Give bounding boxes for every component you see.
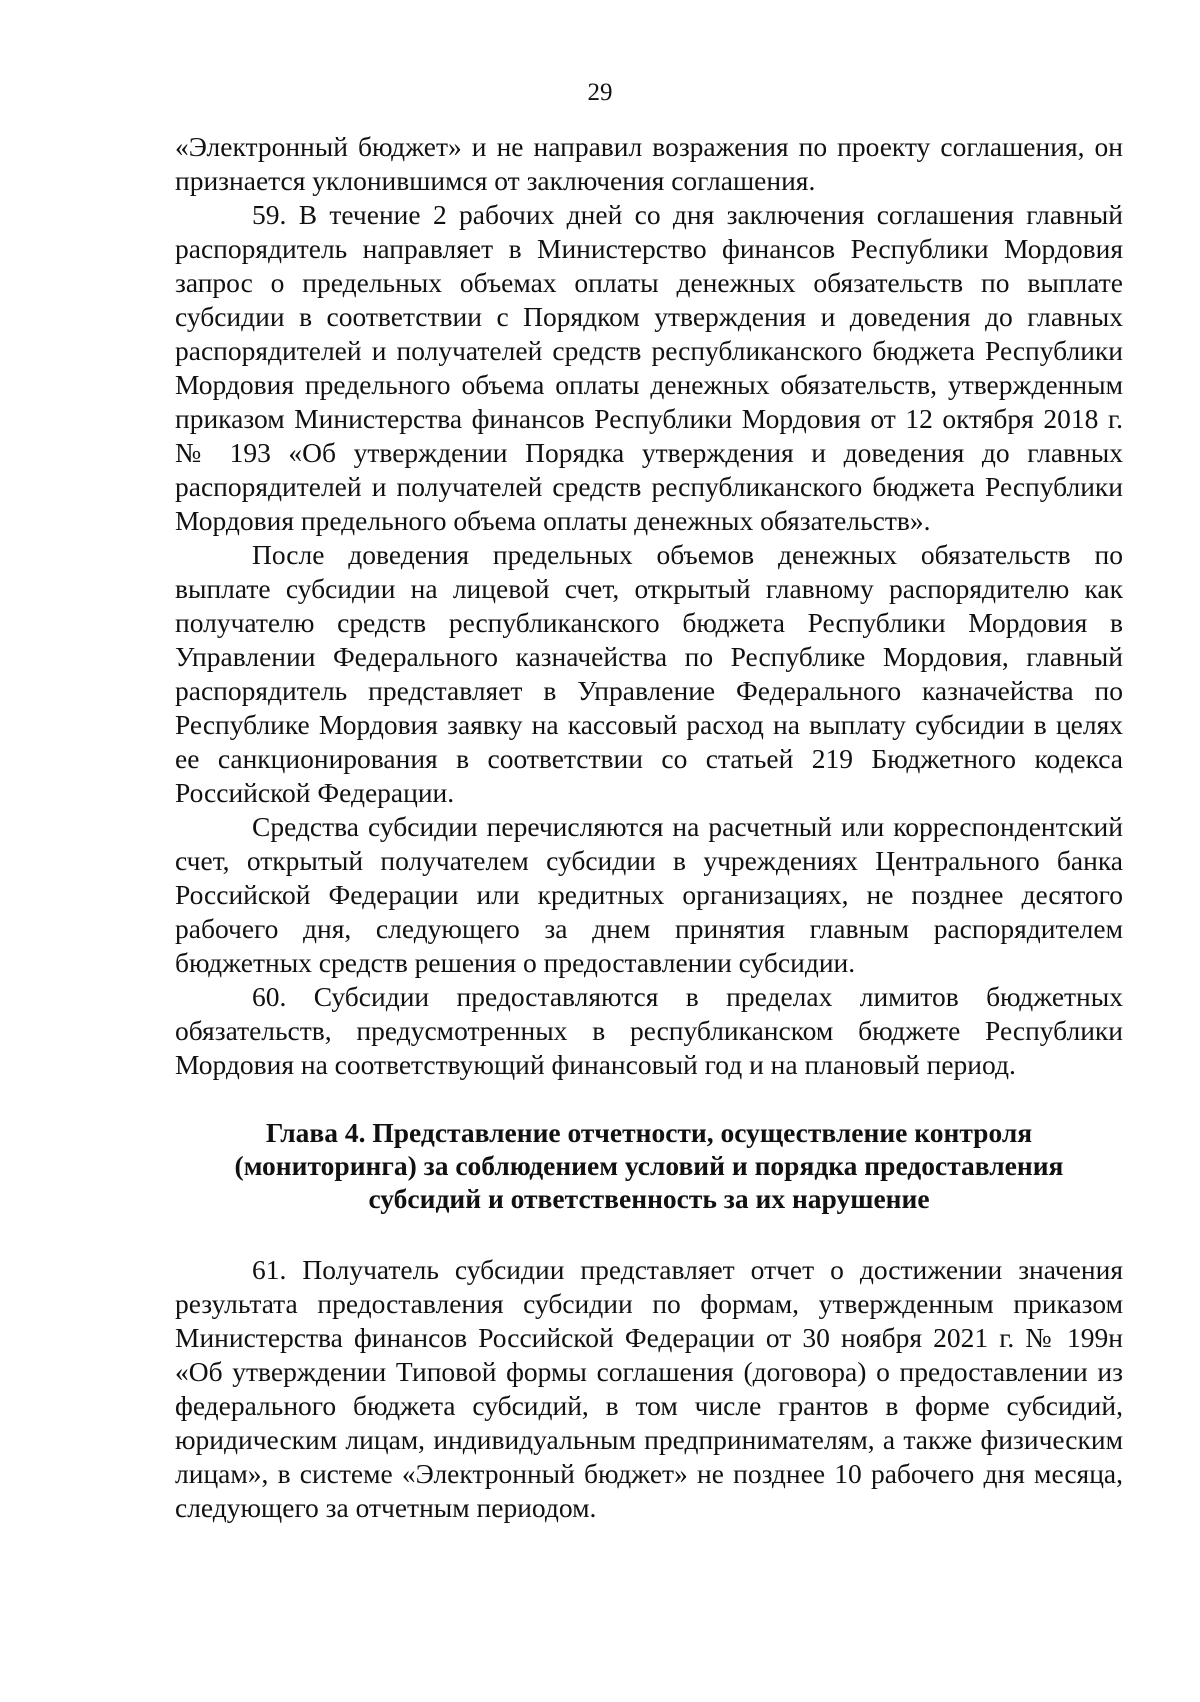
chapter-heading-line: (мониторинга) за соблюдением условий и порядка предоставления	[234, 1150, 1064, 1181]
paragraph-item-61: 61. Получатель субсидии представляет отчет о достижении значения результата предоставления субсидии по формам, утвержденным приказом Министерства финансов Российской Федерации от 30 ноября 2021 г. № 199н «Об утверждении Типовой формы соглашения (договора) о предоставлении из федерального бюджета субсидий, в том числе грантов в форме субсидий, юридическим лицам, индивидуальным предпринимателям, а также физическим лицам», в системе «Электронный бюджет» не позднее 10 рабочего дня месяца, следующего за отчетным периодом.	[175, 1254, 1123, 1523]
chapter-heading	[175, 1116, 1123, 1215]
paragraph-item-59: 59. В течение 2 рабочих дней со дня заключения соглашения главный распорядитель направляет в Министерство финансов Республики Мордовия запрос о предельных объемах оплаты денежных обязательств по выплате субсидии в соответствии с Порядком утверждения и доведения до главных распорядителей и получателей средств республиканского бюджета Республики Мордовия предельного объема оплаты денежных обязательств, утвержденным приказом Министерства финансов Республики Мордовия от 12 октября 2018 г. № 193 «Об утверждении Порядка утверждения и доведения до главных распорядителей и получателей средств республиканского бюджета Республики Мордовия предельного объема оплаты денежных обязательств».	[175, 199, 1123, 536]
chapter-heading-line: субсидий и ответственность за их нарушение	[368, 1183, 930, 1214]
paragraph-continuation: «Электронный бюджет» и не направил возражения по проекту соглашения, он признается уклонившимся от заключения соглашения.	[175, 131, 1123, 196]
page-number: 29	[587, 79, 613, 106]
paragraph-limits-transfer: После доведения предельных объемов денежных обязательств по выплате субсидии на лицевой счет, открытый главному распорядителю как получателю средств республиканского бюджета Республики Мордовия в Управлении Федерального казначейства по Республике Мордовия, главный распорядитель представляет в Управление Федерального казначейства по Республике Мордовия заявку на кассовый расход на выплату субсидии в целях ее санкционирования в соответствии со статьей 219 Бюджетного кодекса Российской Федерации.	[175, 539, 1123, 808]
paragraph-funds-transfer: Средства субсидии перечисляются на расчетный или корреспондентский счет, открытый получателем субсидии в учреждениях Центрального банка Российской Федерации или кредитных организациях, не позднее десятого рабочего дня, следующего за днем принятия главным распорядителем бюджетных средств решения о предоставлении субсидии.	[175, 811, 1123, 978]
document-body	[175, 130, 1123, 1525]
chapter-heading-line: Глава 4. Представление отчетности, осуществление контроля	[265, 1117, 1033, 1148]
paragraph-item-60: 60. Субсидии предоставляются в пределах лимитов бюджетных обязательств, предусмотренных в республиканском бюджете Республики Мордовия на соответствующий финансовый год и на плановый период.	[175, 981, 1123, 1080]
